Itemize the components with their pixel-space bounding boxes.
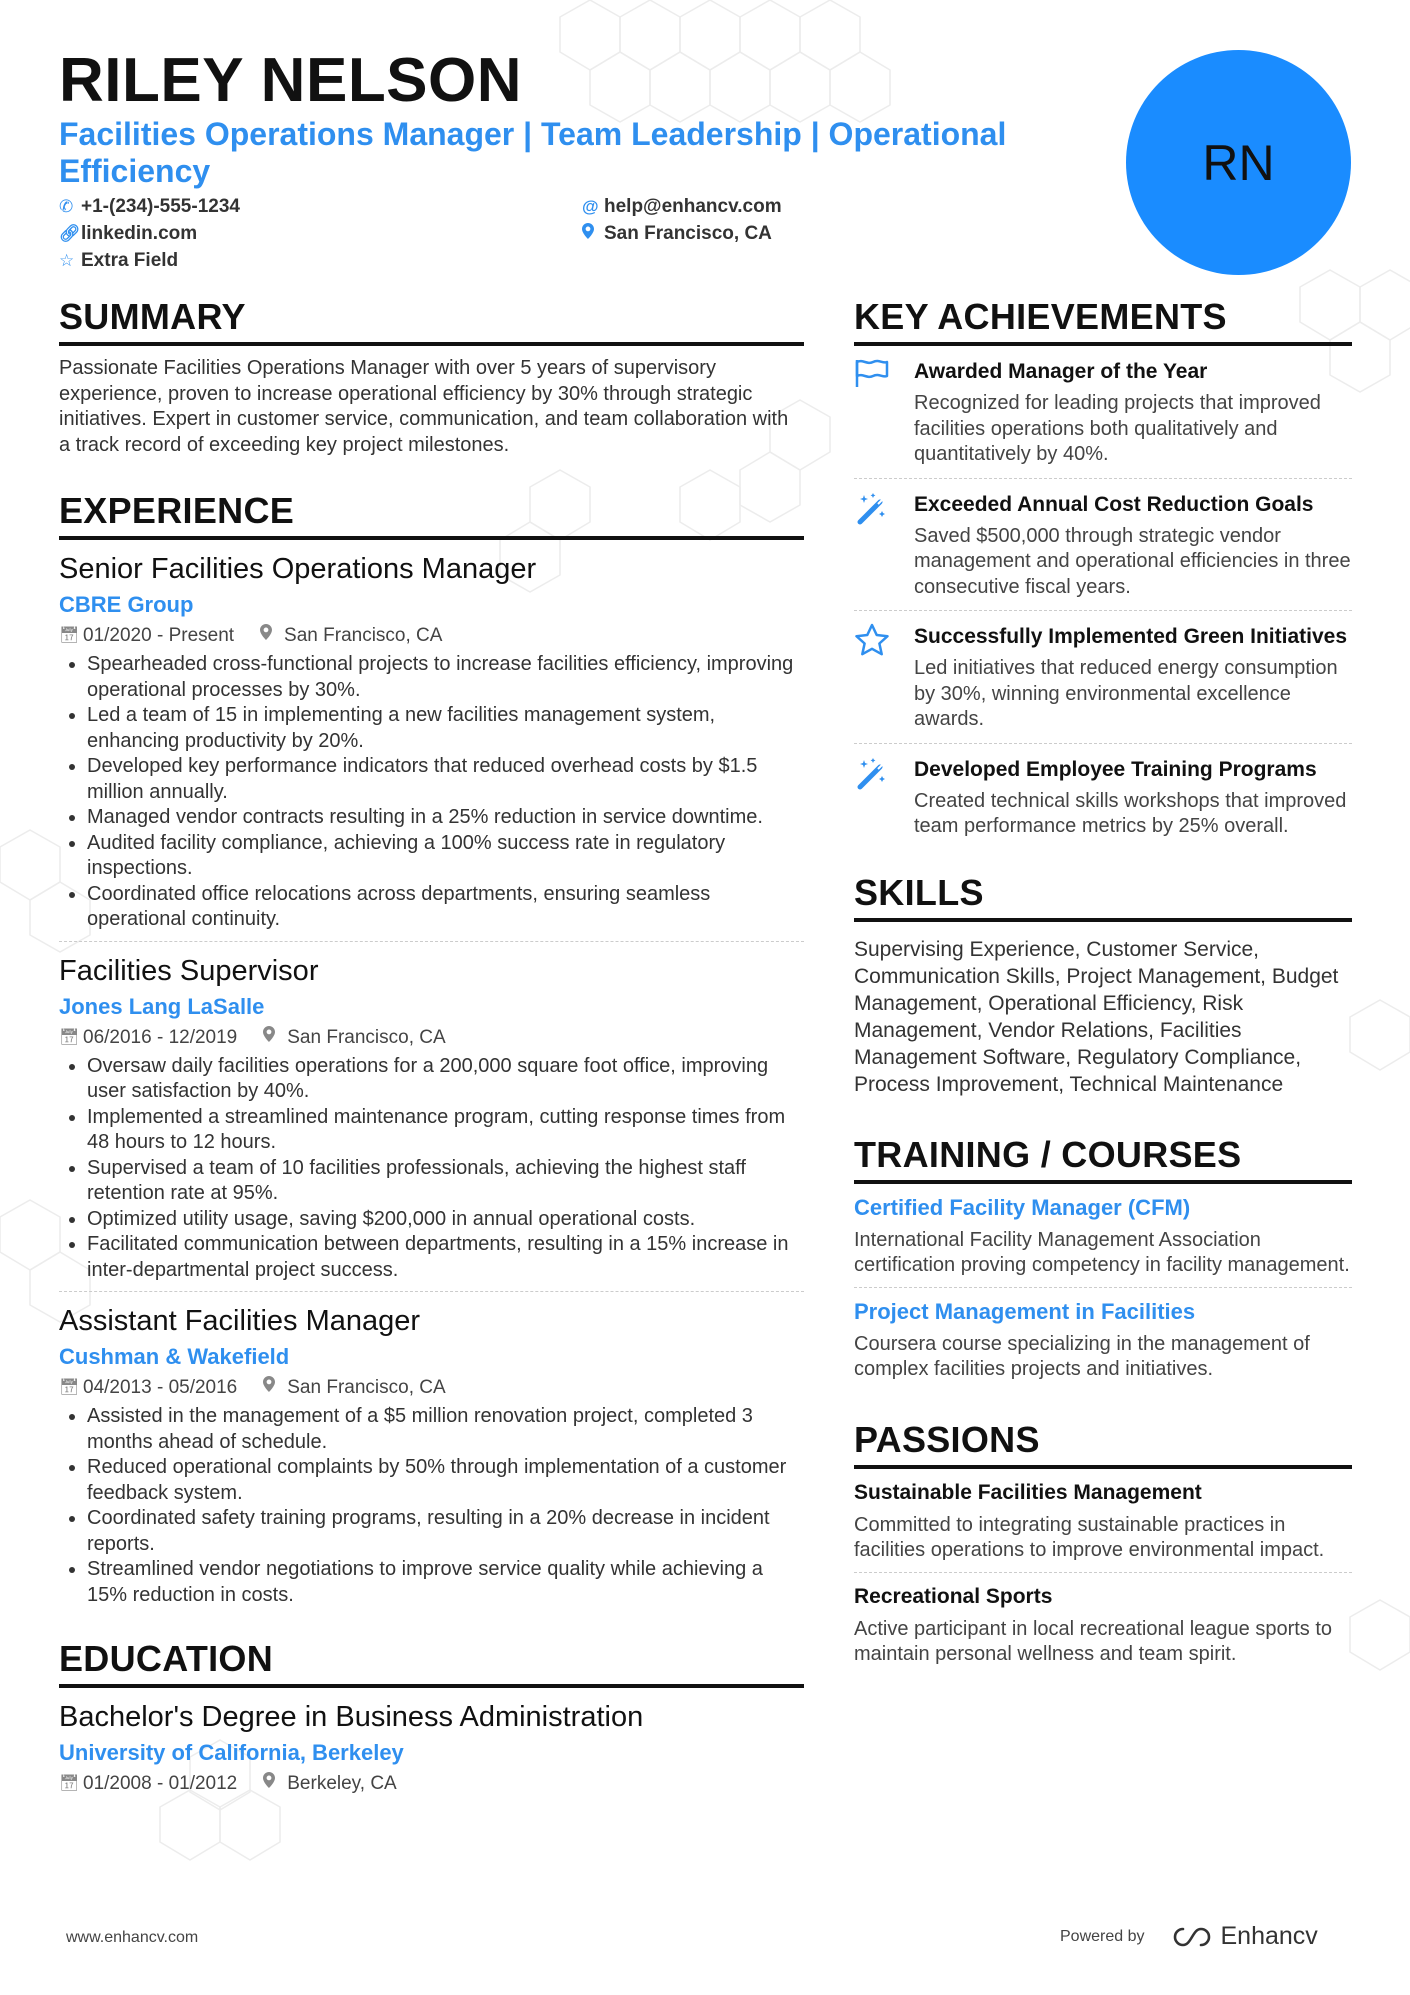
- passion-item: [854, 1572, 1352, 1676]
- avatar: [1126, 50, 1351, 275]
- headline: Facilities Operations Manager | Team Leadership | Operational Efficiency: [59, 116, 1007, 189]
- job-meta: [59, 1024, 804, 1052]
- course-desc: Coursera course specializing in the management of complex facilities projects and initiatives.: [854, 1332, 1310, 1380]
- job-bullet: • Spearheaded cross-functional projects to increase facilities efficiency, improving operational processes by 30%.: [87, 652, 804, 703]
- achievement-desc: Created technical skills workshops that improved team performance metrics by 25% overall.: [914, 789, 1347, 837]
- enhancv-logo-icon: [1169, 1925, 1215, 1949]
- job-bullet: • Developed key performance indicators that reduced overhead costs by $1.5 million annually.: [87, 754, 804, 805]
- achievement-desc: Saved $500,000 through strategic vendor management and operational efficiencies in three consecutive fiscal years.: [914, 524, 1351, 598]
- job-company[interactable]: CBRE Group: [59, 592, 194, 617]
- left-column: [59, 296, 804, 1820]
- achievement-title: Successfully Implemented Green Initiatives: [914, 625, 1347, 648]
- achievement-item: [854, 346, 1352, 478]
- course-title[interactable]: Project Management in Facilities: [854, 1298, 1196, 1324]
- calendar-icon: 📅︎: [59, 1028, 80, 1046]
- job-entry: [59, 941, 804, 1292]
- calendar-icon: 📅︎: [59, 1379, 80, 1396]
- school-name[interactable]: University of California, Berkeley: [59, 1740, 404, 1765]
- job-dates: 06/2016 - 12/2019: [83, 1026, 238, 1048]
- course-desc: International Facility Management Association certification proving competency in facility management.: [854, 1228, 1350, 1276]
- job-entry: [59, 540, 804, 941]
- job-bullet: • Supervised a team of 10 facilities professionals, achieving the highest staff retention rate at 95%.: [87, 1156, 804, 1207]
- job-bullet: • Oversaw daily facilities operations for a 200,000 square foot office, improving user satisfaction by 40%.: [87, 1054, 804, 1105]
- brand-name: Enhancv: [1220, 1922, 1318, 1950]
- job-dates: 04/2013 - 05/2016: [83, 1377, 238, 1398]
- job-company[interactable]: Jones Lang LaSalle: [59, 993, 265, 1019]
- map-pin-icon: [263, 1024, 287, 1052]
- phone-icon: ✆: [59, 197, 74, 216]
- candidate-name: RILEY NELSON: [59, 46, 523, 115]
- skills-text: Supervising Experience, Customer Service, Communication Skills, Project Management, Budget Management, Operational Efficiency, Risk Management, Vendor Relations, Facilities Management Software, Regulatory Compliance, Process Improvement, Technical Maintenance: [854, 937, 1339, 1096]
- job-bullet: • Implemented a streamlined maintenance program, cutting response times from 48 hours to 12 hours.: [87, 1105, 804, 1156]
- section-title-skills: SKILLS: [854, 872, 1352, 922]
- job-bullet: • Audited facility compliance, achieving a 100% success rate in regulatory inspections.: [87, 831, 804, 882]
- section-title-education: EDUCATION: [59, 1638, 804, 1688]
- at-sign-icon: @: [582, 197, 599, 216]
- education-section: [59, 1638, 804, 1798]
- section-title-experience: EXPERIENCE: [59, 490, 804, 540]
- training-section: [854, 1134, 1352, 1391]
- map-pin-icon: [263, 1374, 287, 1402]
- passion-title: Recreational Sports: [854, 1584, 1053, 1608]
- contact-linkedin[interactable]: 🔗︎ linkedin.com: [59, 220, 197, 247]
- job-bullet: • Coordinated safety training programs, resulting in a 20% decrease in incident reports.: [87, 1506, 804, 1557]
- job-bullet: • Managed vendor contracts resulting in a 25% reduction in service downtime.: [87, 805, 804, 831]
- job-bullet: • Assisted in the management of a $5 million renovation project, completed 3 months ahead of schedule.: [87, 1404, 804, 1455]
- education-location: Berkeley, CA: [263, 1770, 396, 1798]
- passion-desc: Active participant in local recreational league sports to maintain personal wellness and team spirit.: [854, 1617, 1333, 1665]
- summary-section: [59, 296, 804, 458]
- contact-info: [59, 193, 959, 273]
- achievement-title: Awarded Manager of the Year: [914, 360, 1208, 383]
- link-icon: 🔗︎: [59, 224, 81, 243]
- section-title-training: TRAINING / COURSES: [854, 1134, 1352, 1184]
- job-bullet: • Streamlined vendor negotiations to improve service quality while achieving a 15% reduction in costs.: [87, 1557, 804, 1608]
- education-meta: [59, 1770, 804, 1798]
- job-bullets: [59, 1054, 804, 1284]
- passion-desc: Committed to integrating sustainable practices in facilities operations to improve environmental impact.: [854, 1513, 1325, 1561]
- magic-wand-icon: [854, 756, 914, 840]
- contact-extra: ☆ Extra Field: [59, 247, 178, 274]
- job-bullet: • Facilitated communication between departments, resulting in a 15% increase in inter-departmental project success.: [87, 1232, 804, 1283]
- achievement-item: [854, 478, 1352, 611]
- magic-wand-icon: [854, 491, 914, 601]
- job-dates: 01/2020 - Present: [83, 625, 235, 646]
- footer-branding[interactable]: [1060, 1922, 1318, 1951]
- job-bullet: • Led a team of 15 in implementing a new facilities management system, enhancing productivity by 20%.: [87, 703, 804, 754]
- passions-section: [854, 1419, 1352, 1676]
- summary-text: Passionate Facilities Operations Manager with over 5 years of supervisory experience, proven to increase operational efficiency by 30% through strategic initiatives. Expert in customer service, communication, and team collaboration with a track record of exceeding key project milestones.: [59, 357, 789, 456]
- job-location: San Francisco, CA: [260, 622, 442, 650]
- job-bullets: [59, 1404, 804, 1608]
- avatar-initials: RN: [1202, 134, 1275, 191]
- job-meta: [59, 1374, 804, 1402]
- education-dates: 01/2008 - 01/2012: [83, 1773, 238, 1794]
- achievement-title: Developed Employee Training Programs: [914, 757, 1317, 781]
- job-bullet: • Optimized utility usage, saving $200,000 in annual operational costs.: [87, 1207, 804, 1233]
- course-item: [854, 1287, 1352, 1391]
- contact-phone[interactable]: ✆ +1-(234)-555-1234: [59, 193, 240, 220]
- job-location: San Francisco, CA: [263, 1374, 445, 1402]
- job-title: Assistant Facilities Manager: [59, 1305, 421, 1337]
- degree-title: Bachelor's Degree in Business Administration: [59, 1701, 644, 1733]
- calendar-icon: 📅︎: [59, 1775, 80, 1792]
- job-title: Senior Facilities Operations Manager: [59, 553, 537, 585]
- experience-section: [59, 490, 804, 1616]
- map-pin-icon: [263, 1770, 287, 1798]
- course-title[interactable]: Certified Facility Manager (CFM): [854, 1194, 1191, 1220]
- job-bullets: [59, 652, 804, 933]
- job-meta: [59, 622, 804, 650]
- achievements-section: [854, 296, 1352, 850]
- star-outline-icon: ☆: [59, 251, 75, 270]
- flag-icon: [854, 358, 914, 468]
- section-title-achievements: KEY ACHIEVEMENTS: [854, 296, 1352, 346]
- contact-location: San Francisco, CA: [582, 220, 772, 247]
- skills-section: [854, 872, 1352, 1098]
- powered-by-label: Powered by: [1060, 1927, 1145, 1945]
- passion-title: Sustainable Facilities Management: [854, 1480, 1202, 1504]
- achievement-item: [854, 743, 1352, 850]
- job-bullet: • Reduced operational complaints by 50% through implementation of a customer feedback system.: [87, 1455, 804, 1506]
- section-title-summary: SUMMARY: [59, 296, 804, 346]
- achievement-desc: Recognized for leading projects that improved facilities operations both qualitatively and quantitatively by 40%.: [914, 392, 1321, 465]
- course-item: [854, 1184, 1352, 1287]
- achievement-item: [854, 610, 1352, 743]
- section-title-passions: PASSIONS: [854, 1419, 1352, 1469]
- calendar-icon: 📅︎: [59, 627, 80, 644]
- contact-email[interactable]: @ help@enhancv.com: [582, 193, 782, 220]
- right-column: [854, 296, 1352, 1698]
- passion-item: [854, 1469, 1352, 1572]
- map-pin-icon: [582, 220, 604, 247]
- job-bullet: • Coordinated office relocations across departments, ensuring seamless operational continuity.: [87, 882, 804, 933]
- footer-website[interactable]: www.enhancv.com: [66, 1929, 199, 1946]
- map-pin-icon: [260, 622, 284, 650]
- job-location: San Francisco, CA: [263, 1024, 445, 1052]
- job-entry: [59, 1291, 804, 1616]
- achievement-title: Exceeded Annual Cost Reduction Goals: [914, 492, 1314, 516]
- star-icon: [854, 623, 914, 733]
- job-title: Facilities Supervisor: [59, 954, 319, 987]
- job-company[interactable]: Cushman & Wakefield: [59, 1344, 290, 1369]
- achievement-desc: Led initiatives that reduced energy consumption by 30%, winning environmental excellence awards.: [914, 657, 1338, 730]
